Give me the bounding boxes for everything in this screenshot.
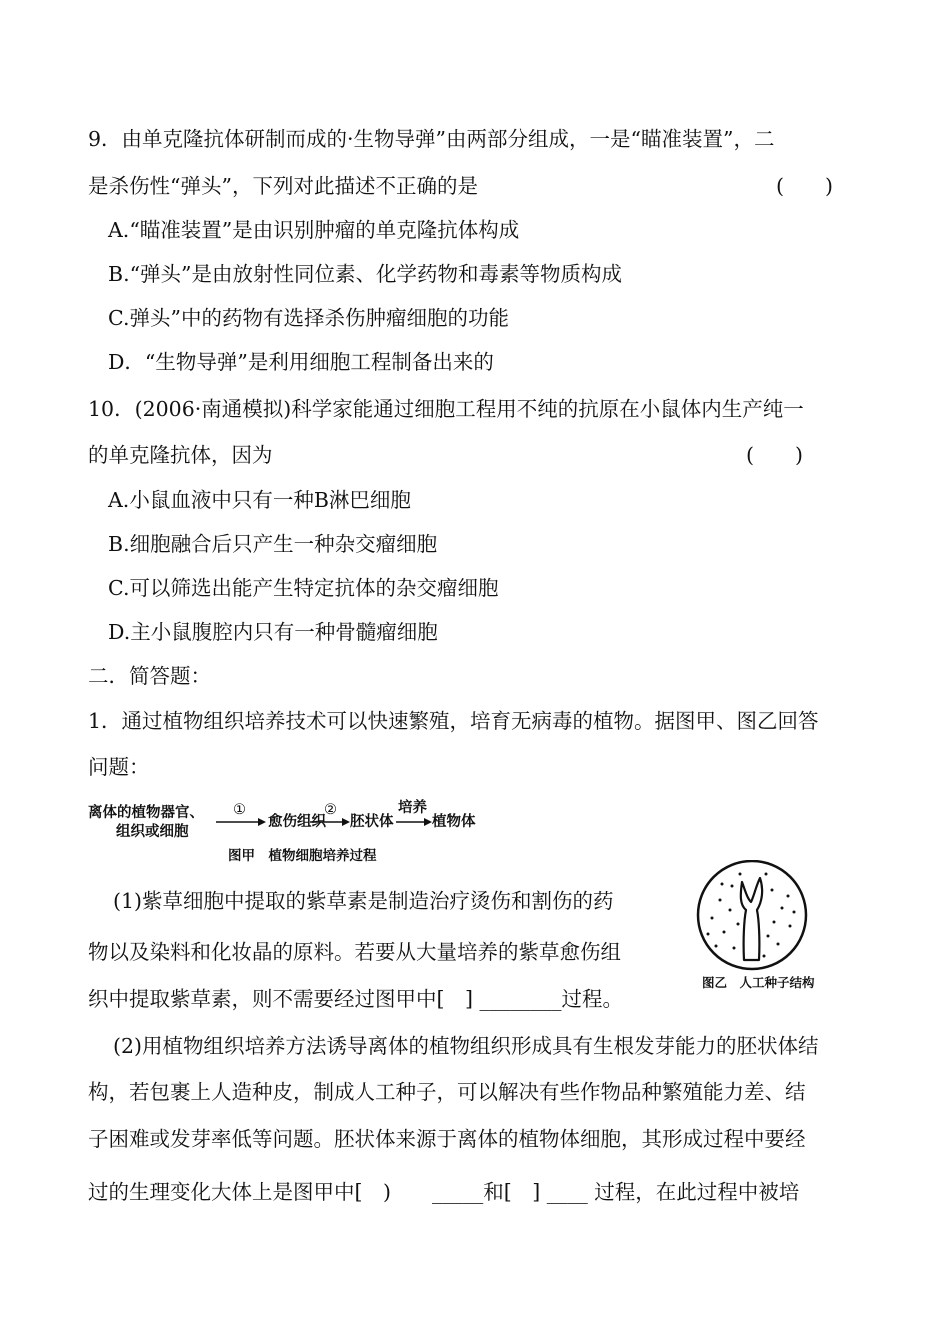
figure-a-arrow-3: [396, 816, 432, 828]
q10-option-a: A.小鼠血液中只有一种B淋巴细胞: [108, 488, 411, 512]
sa1-part2-line-1: (2)用植物组织培养方法诱导离体的植物组织形成具有生根发芽能力的胚状体结: [113, 1034, 819, 1058]
q10-option-c: C.可以筛选出能产生特定抗体的杂交瘤细胞: [108, 576, 499, 600]
q9-option-a: A.“瞄准装置”是由识别肿瘤的单克隆抗体构成: [108, 218, 520, 242]
figure-a-source-line-2: 组织或细胞: [116, 824, 189, 840]
sa1-intro-line-1: 1．通过植物组织培养技术可以快速繁殖，培育无病毒的植物。据图甲、图乙回答: [88, 709, 819, 733]
sa1-part2-line-3: 子困难或发芽率低等问题。胚状体来源于离体的植物体细胞，其形成过程中要经: [88, 1127, 806, 1151]
figure-a-culture-label: 培养: [398, 800, 427, 816]
q10-option-b: B.细胞融合后只产生一种杂交瘤细胞: [108, 532, 438, 556]
figure-b-caption: 图乙 人工种子结构: [702, 975, 815, 990]
q9-stem-line-1: 9．由单克隆抗体研制而成的·生物导弹”由两部分组成，一是“瞄准装置”，二: [88, 127, 775, 151]
figure-a-callus: 愈伤组织: [268, 814, 326, 830]
sa1-part1-line-3: 织中提取紫草素，则不需要经过图甲中[ ] ________过程。: [88, 987, 624, 1011]
q10-option-d: D.主小鼠腹腔内只有一种骨髓瘤细胞: [108, 620, 438, 644]
sa1-part1-line-2: 物以及染料和化妆晶的原料。若要从大量培养的紫草愈伤组: [88, 940, 621, 964]
q9-stem-line-2: 是杀伤性“弹头”，下列对此描述不正确的是: [88, 174, 478, 198]
figure-b-artificial-seed: [694, 860, 844, 1000]
q9-option-d: D．“生物导弹”是利用细胞工程制备出来的: [108, 350, 494, 374]
figure-a-arrow-2: [310, 816, 350, 828]
sa1-intro-line-2: 问题：: [88, 755, 150, 779]
figure-a-embryoid: 胚状体: [350, 814, 394, 830]
q9-option-c: C.弹头”中的药物有选择杀伤肿瘤细胞的功能: [108, 306, 509, 330]
section-heading: 二．简答题：: [88, 664, 211, 688]
q10-stem-line-2: 的单克隆抗体，因为: [88, 443, 273, 467]
q9-option-b: B.“弹头”是由放射性同位素、化学药物和毒素等物质构成: [108, 262, 623, 286]
sa1-part2-line-4: 过的生理变化大体上是图甲中[ ) _____和[ ] ____ 过程，在此过程中被培: [88, 1180, 800, 1204]
q10-answer-bracket: ( ): [746, 443, 803, 467]
figure-a-step1-mark: ①: [233, 802, 246, 818]
figure-a-caption: 图甲 植物细胞培养过程: [228, 848, 377, 864]
q9-answer-bracket: ( ): [776, 174, 833, 198]
sa1-part2-line-2: 构，若包裹上人造种皮，制成人工种子，可以解决有些作物品种繁殖能力差、结: [88, 1080, 806, 1104]
artificial-seed-drawing: [694, 860, 844, 972]
figure-a-step2-mark: ②: [324, 802, 337, 818]
figure-a-source-line-1: 离体的植物器官、: [88, 805, 204, 821]
figure-a-arrow-1: [216, 816, 266, 828]
q10-stem-line-1: 10．(2006·南通模拟)科学家能通过细胞工程用不纯的抗原在小鼠体内生产纯一: [88, 397, 804, 421]
figure-a-plant: 植物体: [432, 814, 476, 830]
figure-a-flow-diagram: [88, 800, 488, 872]
sa1-part1-line-1: (1)紫草细胞中提取的紫草素是制造治疗烫伤和割伤的药: [113, 889, 614, 913]
